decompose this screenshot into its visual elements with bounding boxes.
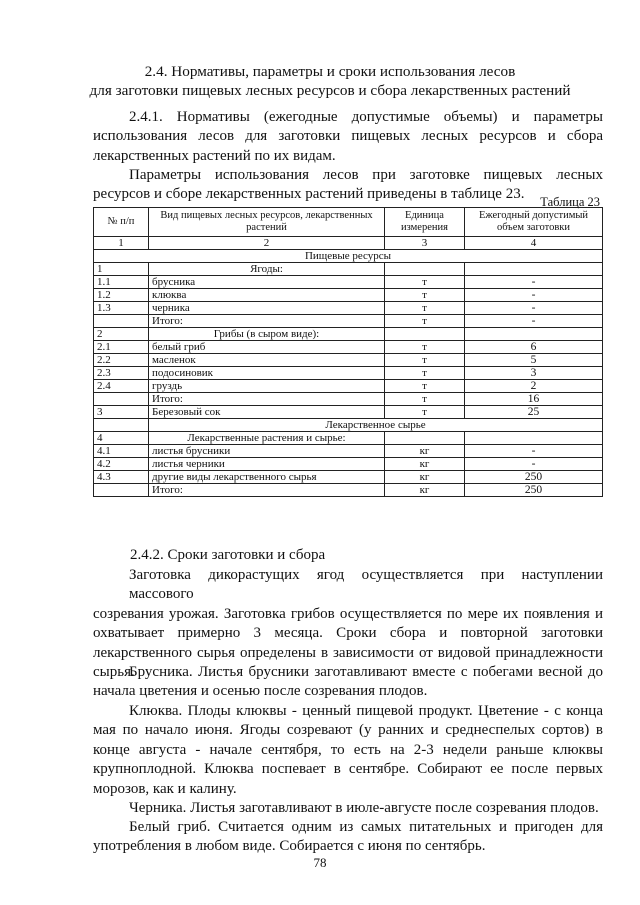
table-row — [94, 367, 603, 380]
table-cell — [465, 328, 603, 341]
table-cell: т — [385, 315, 465, 328]
subsection-title: 2.4.2. Сроки заготовки и сбора — [130, 547, 326, 563]
table-cell: кг — [385, 458, 465, 471]
table-cell: листья брусники — [149, 445, 385, 458]
table-row — [94, 341, 603, 354]
page-number: 78 — [313, 855, 327, 870]
table-cell: 1.2 — [94, 289, 149, 302]
paragraph-porcini — [93, 818, 603, 857]
table-cell — [385, 328, 465, 341]
table-cell: Итого: — [149, 315, 385, 328]
table-cell: т — [385, 367, 465, 380]
table-cell: т — [385, 276, 465, 289]
paragraph-blueberry — [93, 799, 603, 818]
row-num: 4 — [94, 432, 149, 445]
text-line: 2.4.1. Нормативы (ежегодные допустимые объемы) и параметры — [129, 109, 603, 125]
table-cell: 6 — [465, 341, 603, 354]
table-cell: т — [385, 393, 465, 406]
table-cell: клюква — [149, 289, 385, 302]
group-medicinal: Лекарственные растения и сырье: — [149, 432, 385, 445]
table-cell: - — [465, 276, 603, 289]
text-line: Белый гриб. Считается одним из самых питательных и пригоден для — [129, 819, 603, 835]
table-row — [94, 445, 603, 458]
intro-paragraph-1 — [93, 108, 603, 166]
table-cell — [385, 263, 465, 276]
text-line: Заготовка дикорастущих ягод осуществляется при наступлении массового — [129, 567, 603, 603]
table-row — [94, 458, 603, 471]
table-cell: 2.1 — [94, 341, 149, 354]
group-row — [94, 432, 603, 445]
table-cell: - — [465, 302, 603, 315]
table-cell: 2.2 — [94, 354, 149, 367]
table-cell: 250 — [465, 484, 603, 497]
header-num: № п/п — [94, 208, 149, 237]
paragraph-lingonberry — [93, 663, 603, 702]
table-row — [94, 380, 603, 393]
table-cell: черника — [149, 302, 385, 315]
text-line: сырья. — [93, 664, 135, 681]
table-cell: 2 — [465, 380, 603, 393]
table-cell: - — [465, 458, 603, 471]
berries-rows — [94, 276, 603, 328]
table-cell: 2.3 — [94, 367, 149, 380]
table-cell: т — [385, 302, 465, 315]
table-cell — [94, 484, 149, 497]
table-cell: подосиновик — [149, 367, 385, 380]
text-line: Брусника. Листья брусники заготавливают вместе с побегами весной до — [129, 664, 603, 680]
table-cell: 1.3 — [94, 302, 149, 315]
text-line: Клюква. Плоды клюквы - ценный пищевой продукт. Цветение - с конца — [129, 703, 603, 719]
table-cell — [465, 263, 603, 276]
text-line: мая по начало июня. Ягоды созревают (у ранних и среднеспелых сортов) в — [93, 722, 603, 739]
text-line: лекарственных растений по их видам. — [93, 147, 336, 164]
table-row — [94, 302, 603, 315]
table-row — [94, 354, 603, 367]
text-line: Черника. Листья заготавливают в июле-августе после созревания плодов. — [129, 800, 599, 816]
table-cell: т — [385, 406, 465, 419]
table-cell: 4.1 — [94, 445, 149, 458]
table-cell — [94, 393, 149, 406]
section-food: Пищевые ресурсы — [94, 250, 603, 263]
table-cell — [465, 432, 603, 445]
medicinal-rows — [94, 445, 603, 497]
table-cell: 4.3 — [94, 471, 149, 484]
intro-paragraph-2 — [93, 166, 603, 205]
section-medicinal: Лекарственное сырье — [149, 419, 603, 432]
table-row — [94, 406, 603, 419]
table-cell: - — [465, 315, 603, 328]
colnum: 4 — [465, 237, 603, 250]
table-row — [94, 393, 603, 406]
table-row — [94, 471, 603, 484]
group-berries: Ягоды: — [149, 263, 385, 276]
text-line: употребления в любом виде. Собирается с июня по сентябрь. — [93, 838, 486, 855]
table-row — [94, 484, 603, 497]
table-cell: т — [385, 289, 465, 302]
mushroom-rows — [94, 341, 603, 406]
row-num: 2 — [94, 328, 149, 341]
text-line: ресурсов и сборе лекарственных растений приведены в таблице 23. — [93, 186, 525, 203]
colnum: 1 — [94, 237, 149, 250]
table-cell: другие виды лекарственного сырья — [149, 471, 385, 484]
table-cell: т — [385, 341, 465, 354]
group-mushrooms: Грибы (в сыром виде): — [149, 328, 385, 341]
table-cell — [94, 419, 149, 432]
colnum: 3 — [385, 237, 465, 250]
heading-line-2: для заготовки пищевых лесных ресурсов и сбора лекарственных растений — [89, 82, 571, 99]
table-cell: 25 — [465, 406, 603, 419]
table-cell: масленок — [149, 354, 385, 367]
text-line: крупноплодной. Клюква поспевает в сентябре. Собирают ее после первых — [93, 761, 603, 778]
table-row — [94, 276, 603, 289]
table-cell: 4.2 — [94, 458, 149, 471]
header-unit: Единица измерения — [385, 208, 465, 237]
table-cell — [94, 315, 149, 328]
table-cell: 3 — [465, 367, 603, 380]
header-volume: Ежегодный допустимый объем заготовки — [465, 208, 603, 237]
group-row — [94, 328, 603, 341]
text-line: конце августа - начале сентября, то есть на 2-3 недели раньше клюквы — [93, 741, 603, 758]
table-row — [94, 289, 603, 302]
table-cell: 2.4 — [94, 380, 149, 393]
table-cell — [385, 432, 465, 445]
text-line: лекарственного сырья определены в зависимости от видовой принадлежности — [93, 644, 603, 661]
text-line: начала цветения и осенью после созревания плодов. — [93, 683, 428, 700]
table-cell: листья черники — [149, 458, 385, 471]
table-cell: груздь — [149, 380, 385, 393]
table-cell: Итого: — [149, 393, 385, 406]
row-num: 1 — [94, 263, 149, 276]
table-cell: Итого: — [149, 484, 385, 497]
section-row — [94, 419, 603, 432]
table-cell: т — [385, 380, 465, 393]
table-caption: Таблица 23 — [540, 195, 600, 209]
text-line: охватывает примерно 3 месяца. Сроки сбора и повторной заготовки — [93, 625, 603, 642]
column-number-row — [94, 237, 603, 250]
table-cell: т — [385, 354, 465, 367]
table-cell: 250 — [465, 471, 603, 484]
table-header-row — [94, 208, 603, 237]
table-cell: 1.1 — [94, 276, 149, 289]
section-row — [94, 250, 603, 263]
text-line: созревания урожая. Заготовка грибов осуществляется по мере их появления и — [93, 605, 603, 622]
table-cell: брусника — [149, 276, 385, 289]
table-cell: кг — [385, 484, 465, 497]
heading-line-1: 2.4. Нормативы, параметры и сроки использования лесов — [144, 63, 516, 80]
section-heading — [80, 62, 580, 100]
table-cell: - — [465, 445, 603, 458]
sap-label: Березовый сок — [149, 406, 385, 419]
table-cell: кг — [385, 445, 465, 458]
text-line: Параметры использования лесов при заготовке пищевых лесных — [129, 167, 603, 183]
colnum: 2 — [149, 237, 385, 250]
paragraph-cranberry — [93, 702, 603, 799]
table-cell: кг — [385, 471, 465, 484]
table-cell: 16 — [465, 393, 603, 406]
table-cell: 3 — [94, 406, 149, 419]
header-kind: Вид пищевых лесных ресурсов, лекарственных растений — [149, 208, 385, 237]
table-cell: - — [465, 289, 603, 302]
table-row — [94, 315, 603, 328]
table-cell: белый гриб — [149, 341, 385, 354]
table-cell: 5 — [465, 354, 603, 367]
group-row — [94, 263, 603, 276]
text-line: использования лесов для заготовки пищевых лесных ресурсов и сбора — [93, 128, 603, 145]
text-line: морозов, как и калину. — [93, 780, 237, 797]
resources-table — [93, 207, 603, 497]
